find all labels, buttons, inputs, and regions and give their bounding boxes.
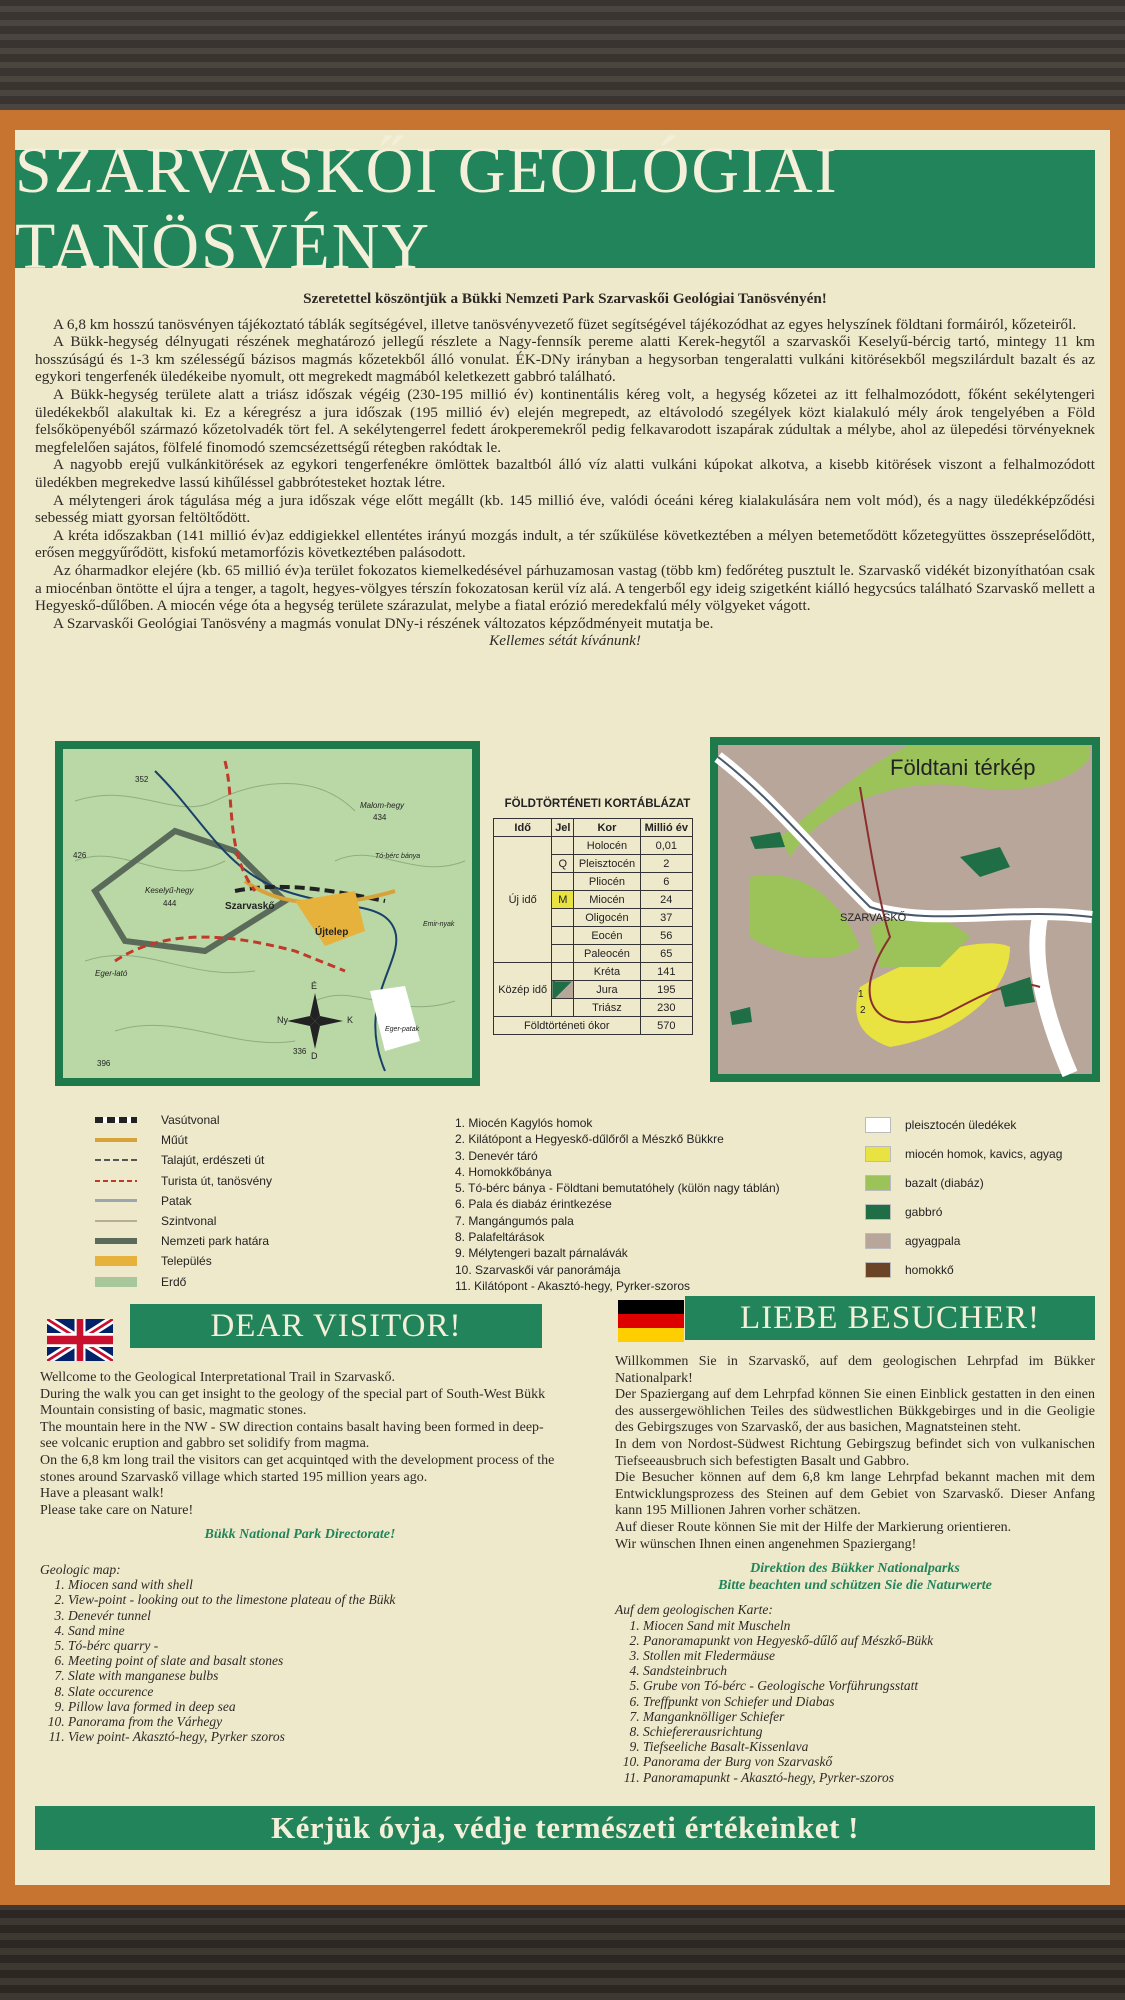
legend-item (95, 1211, 272, 1231)
miocene-swatch (865, 1146, 891, 1162)
geological-map-title: Földtani térkép (890, 755, 1036, 780)
map-stop-number: 2 (860, 1005, 866, 1016)
pleistocene-swatch (865, 1117, 891, 1133)
symbol-cell (552, 945, 574, 963)
geo-list-item: 8. Slate occurence (68, 1684, 560, 1699)
symbol-cell (552, 909, 574, 927)
english-heading-bar (130, 1304, 542, 1348)
stop-item: 8. Palafeltárások (455, 1230, 545, 1245)
legend-item (95, 1191, 272, 1211)
symbol-cell (552, 963, 574, 981)
stop-item: 2. Kilátópont a Hegyeskő-dűlőről a Mészkő Bükkre (455, 1132, 724, 1147)
geo-list-item: 1. Miocen Sand mit Muscheln (643, 1618, 1095, 1633)
basalt-swatch (865, 1175, 891, 1191)
german-signature: Direktion des Bükker Nationalparks (750, 1561, 960, 1577)
legend-label: Talajút, erdészeti út (161, 1153, 265, 1168)
geo-list-item: 2. Panoramapunkt von Hegyeskő-dűlő auf Mészkő-Bükk (643, 1633, 1095, 1648)
footer-bar (35, 1806, 1095, 1850)
map-label: Szarvaskő (225, 901, 275, 912)
age-cell: 65 (640, 945, 692, 963)
topographic-map (55, 741, 480, 1086)
geo-list-item: 11. View point- Akasztó-hegy, Pyrker szoros (68, 1729, 560, 1744)
german-heading-bar (685, 1296, 1095, 1340)
forest-swatch (95, 1277, 137, 1287)
geo-list-item: 5. Tó-bérc quarry - (68, 1638, 560, 1653)
geo-list-item: 4. Sand mine (68, 1623, 560, 1638)
uk-flag-icon (47, 1319, 113, 1361)
legend-label: Erdő (161, 1274, 187, 1289)
geo-list-item: 11. Panoramapunkt - Akasztó-hegy, Pyrker-szoros (643, 1770, 1095, 1785)
geo-list-item: 3. Stollen mit Fledermäuse (643, 1648, 1095, 1663)
age-cell: 2 (640, 855, 692, 873)
age-cell: 6 (640, 873, 692, 891)
map-label: 336 (293, 1047, 307, 1056)
col-header: Jel (552, 819, 574, 837)
period-cell: Paleocén (574, 945, 640, 963)
intro-paragraph: A kréta időszakban (141 millió év)az eddigiekkel ellentétes irányú mozgás indult, a tér szűkülése következtében a mélyen betemetődött kőzetegyüttes összepréselődött, erősen meggyűrődött, kisfokú metamorfózis következtében palásodott. (35, 526, 1095, 562)
english-geo-title: Geologic map: (40, 1561, 121, 1577)
intro-heading: Szeretettel köszöntjük a Bükki Nemzeti Park Szarvaskői Geológiai Tanösvényén! (303, 290, 827, 307)
legend-item (95, 1231, 272, 1251)
intro-paragraph: Az óharmadkor elejére (kb. 65 millió év)a terület fokozatos kiemelkedésével párhuzamosan vastag (több km) fedőréteg pusztult le. Szarvaskő vidékét bizonyíthatóan csak a miocénban öntötte el újra a tenger, a tagolt, hegyes-völgyes térszín fokozatosan kerül víz alá. A tengerből egy ideig szigetként kiálló hegycsúcs található Szarvaskő mellett a Hegyeskő-dűlőben. A miocén vége óta a hegység területe szárazulat, melybe a fiatal erózió meredekfalú mély völgyeket vágott. (35, 561, 1095, 615)
map-label: 396 (97, 1059, 111, 1068)
legend-stops (455, 1115, 780, 1294)
symbol-cell (552, 999, 574, 1017)
geo-list-item: 7. Slate with manganese bulbs (68, 1668, 560, 1683)
geo-list-item: 9. Pillow lava formed in deep sea (68, 1699, 560, 1714)
english-line: On the 6,8 km long trail the visitors can get acquintqed with the development process of the stones around Szarvaskő village which started 195 million years ago. (40, 1452, 555, 1485)
road-swatch (95, 1138, 137, 1142)
geo-list-item: 9. Tiefseeliche Basalt-Kissenlava (643, 1739, 1095, 1754)
stop-item: 11. Kilátópont - Akasztó-hegy, Pyrker-szoros (455, 1278, 690, 1293)
stop-item: 9. Mélytengeri bazalt párnalávák (455, 1246, 628, 1261)
english-heading: DEAR VISITOR! (210, 1307, 462, 1344)
stop-item: 4. Homokkőbánya (455, 1164, 552, 1179)
age-cell: 141 (640, 963, 692, 981)
english-text (40, 1370, 560, 1744)
legend-item (865, 1255, 1062, 1284)
stop-item: 1. Miocén Kagylós homok (455, 1116, 593, 1130)
settlement-swatch (95, 1256, 137, 1266)
german-heading: LIEBE BESUCHER! (739, 1299, 1041, 1336)
geological-map-drawing (710, 737, 1100, 1082)
intro-text (35, 290, 1095, 650)
german-geo-title: Auf dem geologischen Karte: (615, 1602, 773, 1618)
geological-map-town: SZARVASKŐ (840, 912, 907, 924)
symbol-cell (552, 981, 574, 999)
map-label: 444 (163, 899, 177, 908)
geo-list-item: 4. Sandsteinbruch (643, 1663, 1095, 1678)
geo-list-item: 10. Panorama der Burg von Szarvaskő (643, 1754, 1095, 1769)
german-line: Auf dieser Route können Sie mit der Hilfe der Markierung orientieren. (615, 1519, 1012, 1535)
geo-list-item: 7. Manganknölliger Schiefer (643, 1709, 1095, 1724)
german-line: Willkommen Sie in Szarvaskő, auf dem geologischen Lehrpfad im Bükker Nationalpark! (615, 1354, 1095, 1386)
intro-paragraph: A mélytengeri árok tágulása még a jura időszak vége előtt megállt (kb. 145 millió éve, valódi óceáni kéreg kialakulására nem volt mód), és a nagy üledékképződési sebesség miatt gyorsan feltöltődött. (35, 491, 1095, 527)
german-signature: Bitte beachten und schützen Sie die Naturwerte (718, 1577, 992, 1593)
intro-paragraph: A Szarvaskői Geológiai Tanösvény a magmás vonulat DNy-i részének változatos képződményeit mutatja be. (53, 614, 714, 632)
chronology-table-block (485, 798, 710, 1035)
map-label: Tó-bérc bánya (375, 853, 421, 860)
topographic-map-drawing (55, 741, 480, 1086)
geological-map (710, 737, 1100, 1082)
legend-label: Vasútvonal (161, 1113, 220, 1128)
geo-list-item: 2. View-point - looking out to the limestone plateau of the Bükk (68, 1592, 560, 1607)
intro-paragraph: A Bükk-hegység területe alatt a triász időszak végéig (230-195 millió év) kontinentális kéreg volt, a hegység kőzetei az itt felhalmozódott, főként sekélytengeri üledékekből alakultak ki. Ez a kéregrész a jura időszak (195 millió év) elején megrepedt, az eltávolodó szegélyek közt kialakuló mély árok tengelyében a Föld felsőköpenyéből származó kőzetolvadék tört fel. A sekélytengerrel fedett árokperemekről pedig felkavarodott iszapárak zúdultak a mélybe, ahol az ülepedési törvényeknek megfelelően sajátos, fölfelé finomodó szemcsézettségű rétegben rakódtak le. (35, 385, 1095, 456)
col-header: Kor (574, 819, 640, 837)
legend-item (95, 1150, 272, 1170)
german-line: Der Spaziergang auf dem Lehrpfad können Sie einen Einblick gestatten in den einen des aussergewöhlichen Teiles des südwestlichen Bükkgebirges und in die Geoligie des Gebirgszuges von Szarvaskő, der aus basichen, Magnatsteinen steht. (615, 1387, 1095, 1436)
chronology-title: FÖLDTÖRTÉNETI KORTÁBLÁZAT (504, 798, 691, 810)
stream-swatch (95, 1199, 137, 1202)
english-line: Have a pleasant walk! (40, 1486, 164, 1502)
legend-item (865, 1168, 1062, 1197)
age-cell: 24 (640, 891, 692, 909)
legend-label: Szintvonal (161, 1214, 217, 1229)
map-label: Eger-patak (385, 1026, 420, 1033)
geo-list-item: 10. Panorama from the Várhegy (68, 1714, 560, 1729)
period-cell: Pliocén (574, 873, 640, 891)
intro-paragraph: A nagyobb erejű vulkánkitörések az egykori tengerfenékre ömlöttek bazaltból álló víz alatti vulkáni kúpokat alkotva, a kisebb kitörések viszont a felhalmozódott üledékben megrekedve lassú kihűléssel gabbrótesteket hoztak létre. (35, 456, 1095, 491)
park-boundary-swatch (95, 1238, 137, 1244)
geo-list-item: 6. Meeting point of slate and basalt stones (68, 1653, 560, 1668)
stop-item: 7. Mangángumós pala (455, 1213, 574, 1228)
sign-title: SZARVASKŐI GEOLÓGIAI TANÖSVÉNY (15, 134, 839, 283)
period-cell: Földtörténeti ókor (494, 1017, 641, 1035)
compass-north: É (311, 981, 318, 991)
legend-label: Nemzeti park határa (161, 1234, 270, 1249)
intro-paragraph: A 6,8 km hosszú tanösvényen tájékoztató táblák segítségével, illetve tanösvényvezető füzet segítségével tájékozódhat az egyes helyszínek földtani formáiról, kőzeteiről. (53, 315, 1077, 333)
german-line: In dem von Nordost-Südwest Richtung Gebirgszug befindet sich von vulkanischen Tiefseeausbruch sich befestigten Basalt und Gabbro. (615, 1436, 1095, 1469)
legend-geology (865, 1110, 1062, 1284)
age-cell: 37 (640, 909, 692, 927)
contour-swatch (95, 1220, 137, 1222)
stop-item: 5. Tó-bérc bánya - Földtani bemutatóhely (külön nagy táblán) (455, 1181, 780, 1196)
map-label: Emir-nyak (423, 921, 455, 928)
era-cell: Új idő (494, 837, 552, 963)
col-header: Millió év (640, 819, 692, 837)
sandstone-swatch (865, 1262, 891, 1278)
symbol-cell: M (552, 891, 574, 909)
german-flag-icon (618, 1300, 684, 1342)
legend-label: miocén homok, kavics, agyag (905, 1146, 1063, 1161)
stop-item: 10. Szarvaskői vár panorámája (455, 1262, 621, 1277)
age-cell: 0,01 (640, 837, 692, 855)
english-line: The mountain here in the NW - SW direction contains basalt having been formed in deep-see volcanic eruption and gabbro set solidify from magma. (40, 1419, 544, 1452)
era-cell: Közép idő (494, 963, 552, 1017)
english-signature: Bükk National Park Directorate! (204, 1527, 396, 1543)
legend-item (95, 1130, 272, 1150)
legend-label: Patak (161, 1193, 192, 1208)
legend-item (865, 1139, 1062, 1168)
legend-item (95, 1251, 272, 1271)
period-cell: Jura (574, 981, 640, 999)
compass-east: K (347, 1015, 354, 1025)
legend-label: Műút (161, 1133, 188, 1148)
period-cell: Eocén (574, 927, 640, 945)
map-label: Eger-lató (95, 969, 128, 978)
legend-item (95, 1110, 272, 1130)
geo-list-item: 3. Denevér tunnel (68, 1608, 560, 1623)
legend-item (865, 1197, 1062, 1226)
english-line: Please take care on Nature! (40, 1502, 194, 1518)
intro-closing: Kellemes sétát kívánunk! (489, 632, 641, 650)
symbol-cell: Q (552, 855, 574, 873)
symbol-cell (552, 873, 574, 891)
legend-label: homokkő (905, 1262, 954, 1277)
col-header: Idő (494, 819, 552, 837)
map-label: 426 (73, 851, 87, 860)
legend-label: Turista út, tanösvény (161, 1173, 272, 1188)
period-cell: Kréta (574, 963, 640, 981)
symbol-cell (552, 927, 574, 945)
wooden-frame-bottom (0, 1905, 1125, 2000)
map-label: Újtelep (315, 927, 349, 938)
german-text (615, 1354, 1095, 1785)
english-line: Wellcome to the Geological Interpretational Trail in Szarvaskő. (40, 1370, 395, 1385)
legend-item (865, 1226, 1062, 1255)
legend-label: pleisztocén üledékek (905, 1117, 1017, 1132)
geo-list-item: 1. Miocen sand with shell (68, 1577, 560, 1592)
geo-list-item: 6. Treffpunkt von Schiefer und Diabas (643, 1694, 1095, 1709)
gabbro-swatch (865, 1204, 891, 1220)
map-label: 434 (373, 813, 387, 822)
map-label: Keselyű-hegy (145, 886, 194, 895)
legend-label: Település (161, 1254, 212, 1269)
period-cell: Holocén (574, 837, 640, 855)
age-cell: 195 (640, 981, 692, 999)
compass-south: D (311, 1051, 318, 1061)
geo-list-item: 8. Schiefererausrichtung (643, 1724, 1095, 1739)
period-cell: Oligocén (574, 909, 640, 927)
age-cell: 230 (640, 999, 692, 1017)
period-cell: Pleisztocén (574, 855, 640, 873)
legend-label: agyagpala (905, 1233, 961, 1248)
age-cell: 56 (640, 927, 692, 945)
map-stop-number: 1 (858, 989, 864, 1000)
german-geo-list (615, 1602, 1095, 1784)
period-cell: Triász (574, 999, 640, 1017)
legend-item (95, 1272, 272, 1292)
railway-swatch (95, 1117, 137, 1123)
english-geo-list (40, 1562, 560, 1744)
compass-west: Ny (277, 1015, 288, 1025)
stop-item: 3. Denevér táró (455, 1148, 538, 1163)
stop-item: 6. Pala és diabáz érintkezése (455, 1197, 612, 1212)
map-label: 352 (135, 775, 149, 784)
age-cell: 570 (640, 1017, 692, 1035)
legend-label: bazalt (diabáz) (905, 1175, 984, 1190)
chronology-table (493, 818, 693, 1035)
legend-label: gabbró (905, 1204, 943, 1219)
slate-swatch (865, 1233, 891, 1249)
legend-symbols (95, 1110, 272, 1292)
map-label: Malom-hegy (360, 801, 405, 810)
legend-item (95, 1171, 272, 1191)
german-line: Die Besucher können auf dem 6,8 km lange Lehrpfad bekannt machen mit dem Entwicklungsprozess des Steinen auf dem Gebiet von Szarvaskő. Dieser Anfang kann 195 Millionen Jahren vorher schätzen. (615, 1470, 1095, 1519)
period-cell: Miocén (574, 891, 640, 909)
footer-text: Kérjük óvja, védje természeti értékeinket ! (271, 1810, 859, 1845)
dirt-road-swatch (95, 1159, 137, 1161)
sign-panel (15, 130, 1110, 1885)
symbol-cell (552, 837, 574, 855)
geo-list-item: 5. Grube von Tó-bérc - Geologische Vorführungsstatt (643, 1678, 1095, 1693)
sign-title-bar (15, 134, 1095, 283)
english-line: During the walk you can get insight to the geology of the special part of South-West Bükk Mountain consisting of basic, magmatic stones. (40, 1386, 546, 1419)
legend-item (865, 1110, 1062, 1139)
german-line: Wir wünschen Ihnen einen angenehmen Spaziergang! (615, 1536, 917, 1552)
sign-board (0, 110, 1125, 1905)
intro-paragraph: A Bükk-hegység délnyugati részének meghatározó jellegű részlete a Nagy-fennsík pereme alatti Kerek-hegytől a szarvaskői Keselyű-bércig tartó, mintegy 11 km hosszúságú és 1-3 km szélességű bázisos magmás kőzetekből álló vonulat. ÉK-DNy irányban a hegysorban tengeralatti vulkáni kitörésekből megszilárdult bazalt és az egykori tengerfenék üledékeibe nyomult, ott megrekedt magmából keletkezett gabbró található. (35, 333, 1095, 386)
wooden-frame-top (0, 0, 1125, 110)
trail-swatch (95, 1180, 137, 1182)
